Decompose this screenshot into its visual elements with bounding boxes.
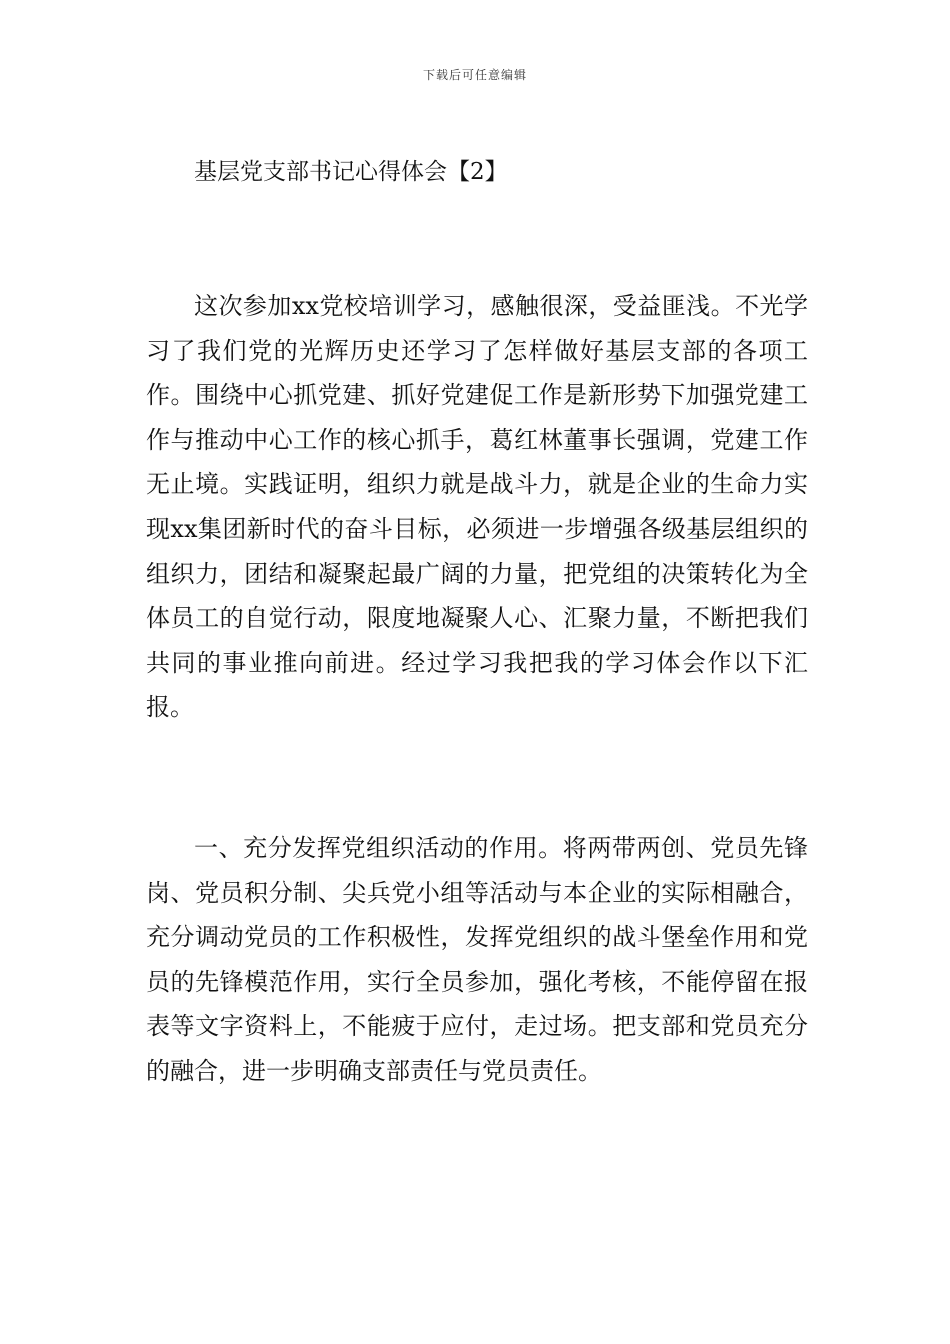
document-title: 基层党支部书记心得体会【2】	[194, 159, 508, 185]
paragraph-intro: 这次参加xx党校培训学习，感触很深，受益匪浅。不光学习了我们党的光辉历史还学习了怎样做好基层支部的各项工作。围绕中心抓党建、抓好党建促工作是新形势下加强党建工作与推动中心工作的核心抓手，葛红林董事长强调，党建工作无止境。实践证明，组织力就是战斗力，就是企业的生命力实现xx集团新时代的奋斗目标，必须进一步增强各级基层组织的组织力，团结和凝聚起最广阔的力量，把党组的决策转化为全体员工的自觉行动，限度地凝聚人心、汇聚力量，不断把我们共同的事业推向前进。经过学习我把我的学习体会作以下汇报。	[146, 292, 808, 722]
paragraph-section-one: 一、充分发挥党组织活动的作用。将两带两创、党员先锋岗、党员积分制、尖兵党小组等活动与本企业的实际相融合，充分调动党员的工作积极性，发挥党组织的战斗堡垒作用和党员的先锋模范作用，实行全员参加，强化考核，不能停留在报表等文字资料上，不能疲于应付，走过场。把支部和党员充分的融合，进一步明确支部责任与党员责任。	[146, 834, 808, 1085]
header-note: 下载后可任意编辑	[422, 68, 527, 82]
